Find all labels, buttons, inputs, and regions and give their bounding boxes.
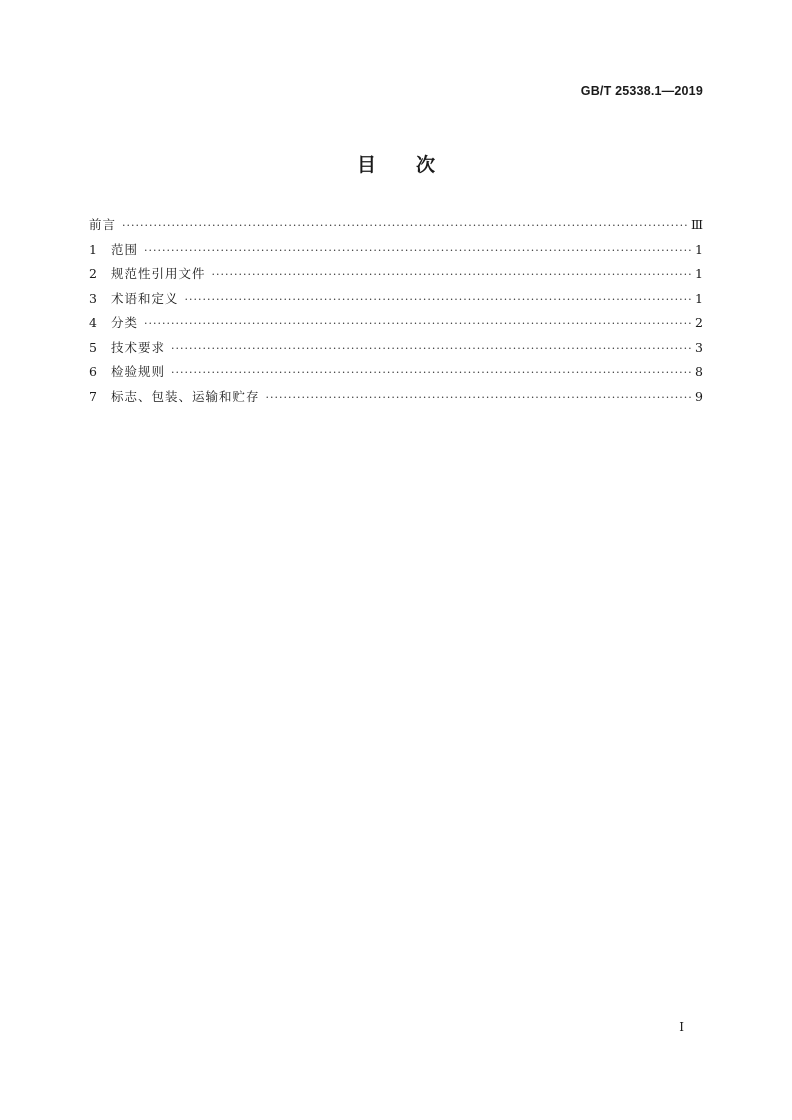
- toc-dot-leader: [266, 391, 691, 404]
- toc-entry-4[interactable]: [89, 313, 703, 338]
- toc-entry-label: 前言: [89, 217, 117, 232]
- toc-entry-3[interactable]: [89, 289, 703, 314]
- toc-entry-page: 2: [695, 315, 703, 330]
- toc-dot-leader: [212, 268, 691, 281]
- toc-entry-2[interactable]: [89, 264, 703, 289]
- toc-entry-label: 分类: [111, 315, 139, 330]
- toc-dot-leader: [122, 219, 687, 232]
- toc-dot-leader: [144, 244, 691, 257]
- toc-entry-page: 1: [695, 241, 703, 257]
- page-title: [0, 150, 792, 177]
- toc-entry-label: 检验规则: [111, 364, 166, 379]
- toc-entry-label: 规范性引用文件: [111, 266, 206, 281]
- page-title-char-1: 目: [356, 154, 376, 176]
- toc-dot-leader: [171, 366, 691, 379]
- toc-entry-page: 1: [695, 266, 703, 281]
- toc-entry-number: 3: [89, 290, 97, 306]
- toc-dot-leader: [171, 342, 691, 355]
- toc-dot-leader: [144, 317, 691, 330]
- table-of-contents: [89, 215, 703, 411]
- toc-entry-page: Ⅲ: [690, 217, 703, 232]
- page-number: I: [679, 1020, 684, 1034]
- toc-entry-page: 8: [695, 364, 703, 379]
- toc-entry-number: 2: [89, 266, 97, 281]
- toc-entry-page: 1: [695, 290, 703, 306]
- toc-entry-label: 标志、包装、运输和贮存: [111, 388, 260, 404]
- standard-code: GB/T 25338.1—2019: [580, 84, 703, 98]
- toc-entry-7[interactable]: [89, 387, 703, 412]
- toc-entry-label: 术语和定义: [111, 290, 179, 306]
- toc-entry-page: 9: [695, 388, 703, 404]
- toc-entry-number: 1: [89, 241, 97, 257]
- toc-dot-leader: [185, 293, 691, 306]
- toc-entry-number: 4: [89, 315, 97, 330]
- page-title-char-2: 次: [416, 154, 436, 176]
- toc-entry-5[interactable]: [89, 338, 703, 363]
- toc-entry-1[interactable]: [89, 240, 703, 265]
- toc-entry-6[interactable]: [89, 362, 703, 387]
- toc-entry-label: 范围: [111, 241, 139, 257]
- toc-entry-number: 5: [89, 339, 97, 355]
- toc-entry-page: 3: [695, 339, 703, 355]
- toc-entry-foreword[interactable]: [89, 215, 703, 240]
- toc-entry-label: 技术要求: [111, 339, 166, 355]
- toc-entry-number: 7: [89, 388, 97, 404]
- toc-entry-number: 6: [89, 364, 97, 379]
